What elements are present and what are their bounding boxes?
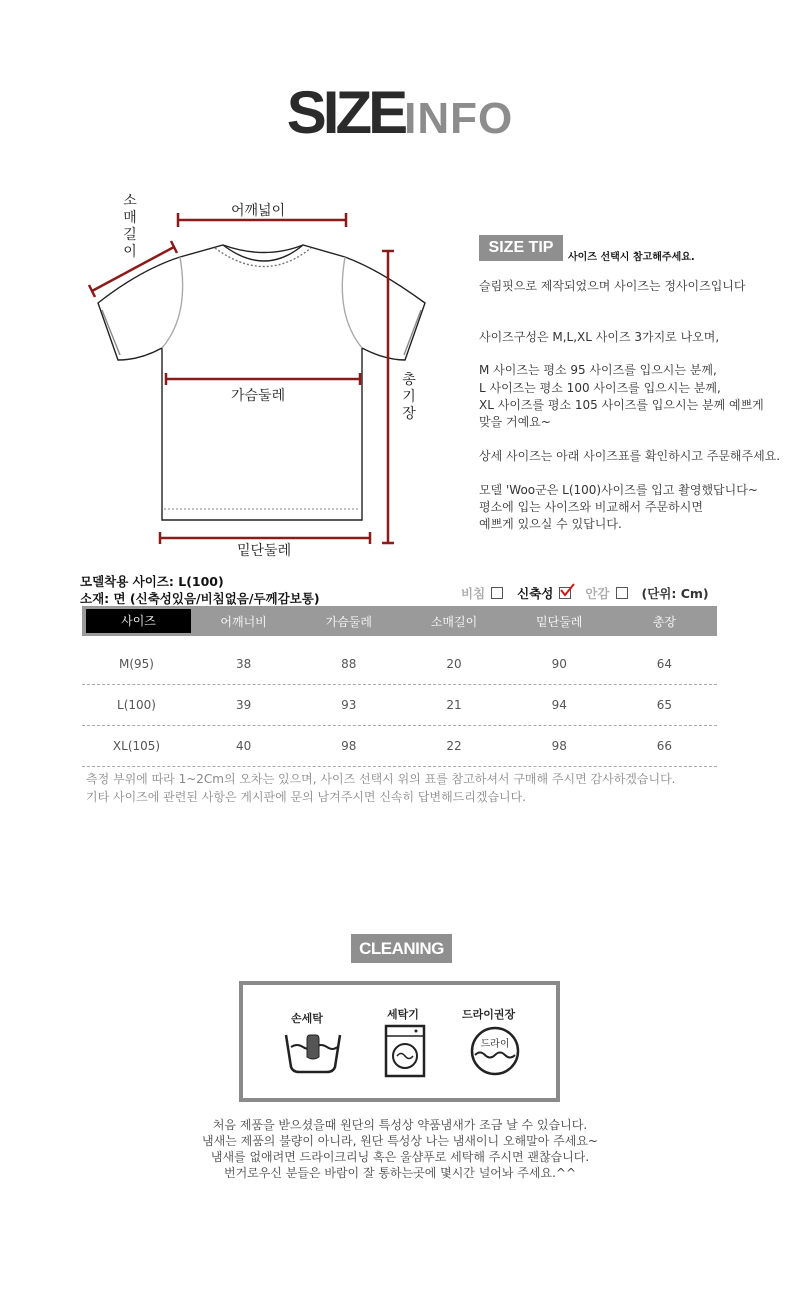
washing-machine-icon	[383, 1023, 427, 1079]
title-size: SIZE	[286, 79, 405, 146]
table-row	[82, 726, 717, 767]
see-through-checkbox	[491, 587, 503, 599]
lining-checkbox	[616, 587, 628, 599]
fabric-flags	[461, 584, 709, 602]
cleaning-note: 냄새를 없애려면 드라이크리닝 혹은 울샴푸로 세탁해 주시면 괜찮습니다.	[210, 1150, 590, 1164]
cleaning-note: 번거로우신 분들은 바람이 잘 통하는곳에 몇시간 널어놔 주세요.^^	[223, 1166, 577, 1180]
table-cell: 21	[446, 698, 462, 712]
header-length: 총장	[652, 614, 676, 629]
cell-size: L(100)	[117, 698, 156, 712]
length-char: 장	[402, 406, 416, 422]
dry-icon-text: 드라이	[480, 1039, 510, 1050]
table-note: 기타 사이즈에 관련된 사항은 게시판에 문의 남겨주시면 신속히 답변해드리겠습니다.	[86, 790, 527, 804]
fabric-label: 소재: 면 (신축성있음/비침없음/두께감보통)	[80, 591, 320, 606]
tip-line: L 사이즈는 평소 100 사이즈를 입으시는 분께,	[479, 381, 721, 395]
table-cell: 98	[341, 739, 357, 753]
tip-line: M 사이즈는 평소 95 사이즈를 입으시는 분께,	[479, 363, 717, 377]
table-cell: 64	[656, 657, 673, 671]
table-note: 측정 부위에 따라 1~2Cm의 오차는 있으며, 사이즈 선택시 위의 표를 참고하셔서 구매해 주시면 감사하겠습니다.	[86, 772, 676, 786]
sleeve-length-label	[122, 193, 138, 261]
table-cell: 22	[446, 739, 462, 753]
cleaning-note: 냄새는 제품의 불량이 아니라, 원단 특성상 나는 냄새이니 오해말아 주세요~	[202, 1134, 598, 1148]
size-table	[82, 606, 717, 767]
table-row	[82, 685, 717, 726]
sleeve-char: 이	[123, 244, 137, 260]
length-char: 총	[402, 372, 416, 388]
dry-clean-label: 드라이권장	[462, 1008, 516, 1021]
sleeve-char: 길	[123, 227, 137, 243]
lining-label: 안감	[585, 586, 610, 601]
header-chest: 가슴둘레	[325, 614, 372, 629]
table-cell: 88	[341, 657, 357, 671]
title-info: INFO	[404, 94, 514, 143]
table-cell: 90	[551, 657, 567, 671]
header-sleeve: 소매길이	[430, 614, 478, 629]
tip-line: XL 사이즈를 평소 105 사이즈를 입으시는 분께 예쁘게	[479, 398, 764, 412]
cleaning-note: 처음 제품을 받으셨을때 원단의 특성상 약품냄새가 조금 날 수 있습니다.	[212, 1118, 588, 1132]
table-cell: 20	[446, 657, 462, 671]
header-shoulder: 어깨너비	[220, 614, 267, 629]
unit-label: (단위: Cm)	[641, 586, 709, 601]
cleaning-box	[239, 981, 560, 1102]
size-tip-badge: SIZE TIP	[479, 235, 563, 261]
dry-clean-icon	[469, 1025, 521, 1077]
table-cell: 98	[551, 739, 567, 753]
table-cell: 38	[235, 657, 252, 671]
stretch-label: 신축성	[517, 586, 554, 601]
see-through-label: 비침	[461, 586, 486, 601]
total-length-label	[401, 372, 417, 423]
table-cell: 94	[551, 698, 567, 712]
tip-line: 평소에 입는 사이즈와 비교해서 주문하시면	[479, 500, 703, 514]
sleeve-char: 소	[123, 193, 137, 209]
tip-line: 슬림핏으로 제작되었으며 사이즈는 정사이즈입니다	[479, 279, 746, 293]
stretch-checkbox	[559, 587, 571, 599]
cell-size: XL(105)	[112, 739, 161, 753]
model-size-label: 모델착용 사이즈: L(100)	[80, 574, 224, 589]
table-header	[82, 606, 717, 636]
shoulder-width-label: 어깨넓이	[231, 203, 286, 219]
sleeve-char: 매	[123, 210, 137, 226]
cell-size: M(95)	[119, 657, 154, 671]
hem-label: 밑단둘레	[237, 543, 292, 559]
tip-line: 모델 'Woo군은 L(100)사이즈를 입고 촬영했답니다~	[479, 483, 758, 497]
tip-line: 맞을 거예요~	[479, 415, 551, 429]
chest-label: 가슴둘레	[231, 388, 286, 404]
table-cell: 93	[341, 698, 357, 712]
size-info-title	[0, 78, 800, 147]
header-size: 사이즈	[86, 609, 191, 633]
cleaning-badge: CLEANING	[351, 934, 452, 963]
tip-line: 상세 사이즈는 아래 사이즈표를 확인하시고 주문해주세요.	[479, 449, 781, 463]
tip-line: 예쁘게 있으실 수 있답니다.	[479, 517, 622, 531]
table-cell: 40	[235, 739, 252, 753]
table-cell: 66	[656, 739, 673, 753]
length-char: 기	[402, 389, 416, 405]
size-tip-note: 사이즈 선택시 참고해주세요.	[568, 252, 695, 263]
table-cell: 65	[656, 698, 673, 712]
tip-line: 사이즈구성은 M,L,XL 사이즈 3가지로 나오며,	[479, 330, 720, 344]
header-hem: 밑단둘레	[536, 614, 583, 629]
table-row	[82, 644, 717, 685]
hand-wash-label: 손세탁	[291, 1012, 323, 1025]
table-cell: 39	[235, 698, 252, 712]
check-mark-icon	[559, 583, 575, 597]
washing-machine-label: 세탁기	[387, 1008, 419, 1021]
hand-wash-icon	[283, 1027, 343, 1077]
